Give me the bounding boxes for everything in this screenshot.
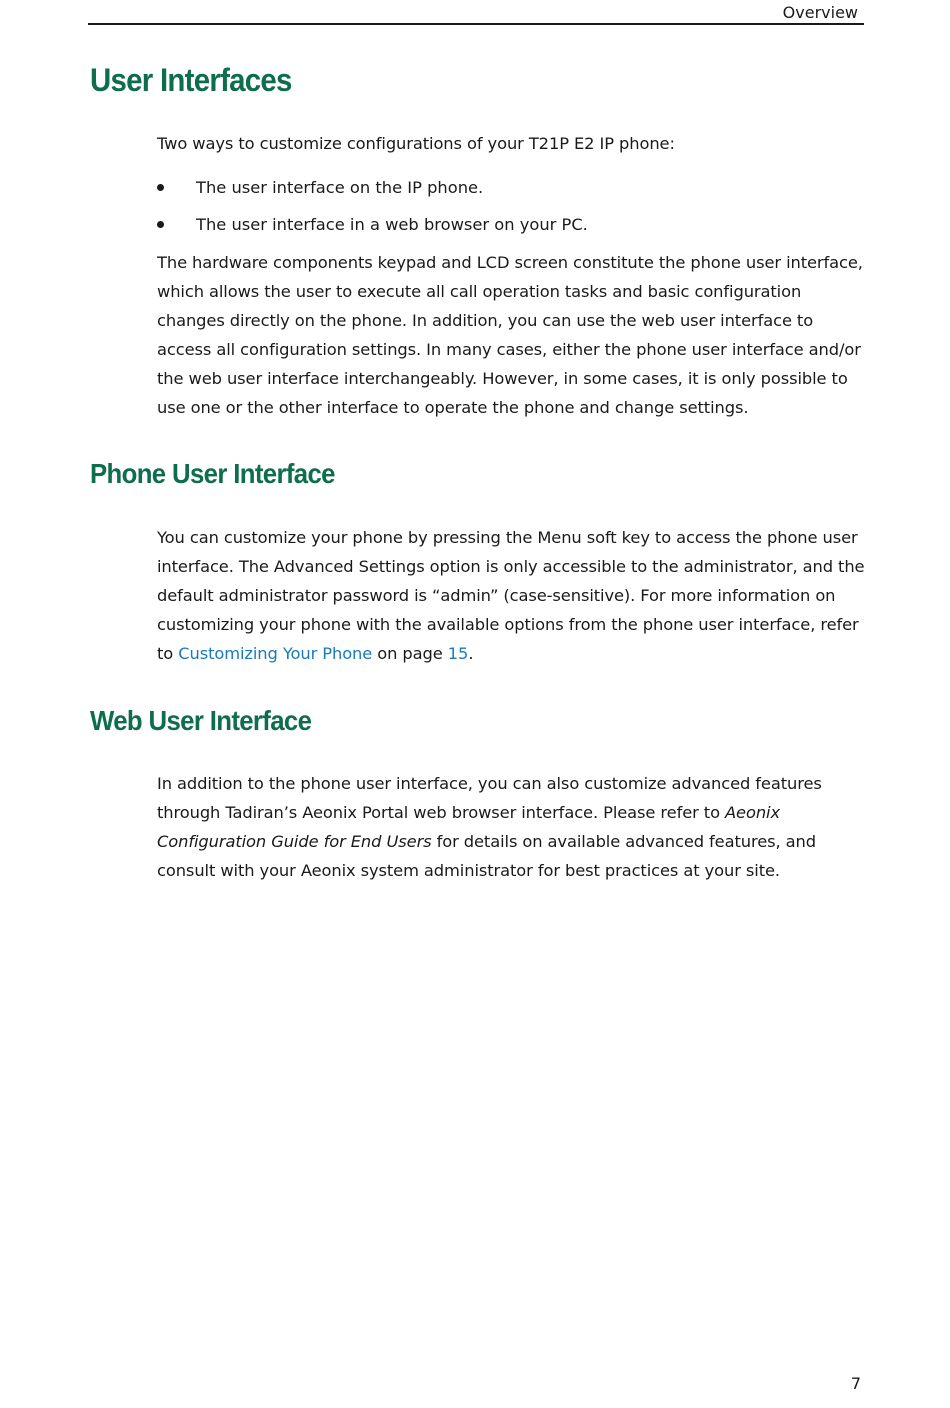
interface-bullet-list: [157, 175, 857, 249]
web-ui-text-end: for details on available advanced features, and consult with your Aeonix system administrator for best practices at your site.: [157, 832, 816, 880]
phone-ui-text: You can customize your phone by pressing the Menu soft key to access the phone user interface. The Advanced Settings option is only accessible to the administrator, and the default administrator password is “admin” (case-sensitive). For more information on customizing your phone with the available options from the phone user interface, refer to: [157, 528, 865, 663]
bullet-icon: [157, 184, 164, 191]
list-item-text: The user interface on the IP phone.: [196, 178, 484, 197]
list-item: [157, 212, 857, 249]
web-ui-paragraph: [157, 769, 869, 885]
bullet-icon: [157, 221, 164, 228]
interfaces-body-paragraph: The hardware components keypad and LCD screen constitute the phone user interface, which allows the user to execute all call operation tasks and basic configuration changes directly on the phone. In addition, you can use the web user interface to access all configuration settings. In many cases, either the phone user interface and/or the web user interface interchangeably. However, in some cases, it is only possible to use one or the other interface to operate the phone and change settings.: [157, 253, 863, 417]
page-ref-text: on page: [372, 644, 448, 663]
guide-title-reference: Aeonix Configuration Guide for End Users: [157, 803, 781, 851]
customizing-your-phone-link[interactable]: Customizing Your Phone: [178, 644, 373, 663]
sentence-end: .: [468, 644, 474, 663]
header-divider: [88, 23, 864, 25]
heading-user-interfaces: User Interfaces: [90, 62, 292, 98]
page-number: 7: [850, 1374, 861, 1393]
list-item: [157, 175, 857, 212]
heading-web-user-interface: Web User Interface: [90, 705, 312, 736]
web-ui-text: In addition to the phone user interface, you can also customize advanced features through Tadiran’s Aeonix Portal web browser interface. Please refer to: [157, 774, 822, 822]
intro-paragraph: Two ways to customize configurations of your T21P E2 IP phone:: [157, 134, 675, 153]
list-item-text: The user interface in a web browser on your PC.: [196, 215, 588, 234]
page-15-link[interactable]: 15: [447, 644, 469, 663]
header-section-label: Overview: [782, 3, 858, 22]
phone-ui-paragraph: [157, 523, 869, 668]
heading-phone-user-interface: Phone User Interface: [90, 458, 335, 489]
